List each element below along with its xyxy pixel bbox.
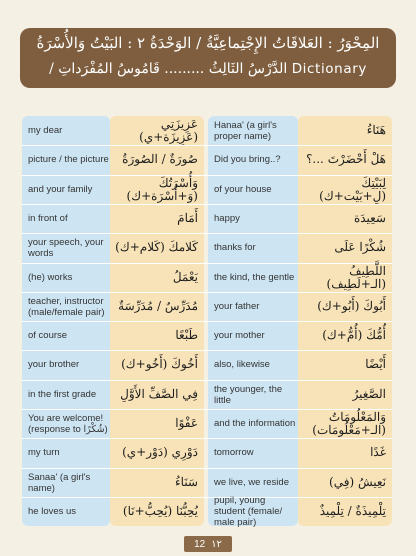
arabic-word-1: يَعْمَلُ [172, 270, 198, 284]
english-meaning-2: and the information [214, 418, 296, 429]
english-meaning-1: your brother [28, 359, 80, 370]
table-row [22, 350, 392, 379]
english-meaning-2: we live, we reside [214, 477, 289, 488]
arabic-word-1: فِي الصَّفِّ الأَوَّلِ [120, 387, 198, 401]
arabic-word-2: شُكْرًا عَلَى [334, 240, 386, 254]
english-meaning-2: your father [214, 301, 260, 312]
arabic-word-1: دَوْرِي (دَوْر+ي) [122, 445, 198, 459]
english-meaning-2: the kind, the gentle [214, 272, 295, 283]
english-meaning-1: in front of [28, 213, 68, 224]
table-row [22, 292, 392, 321]
page-number [184, 536, 232, 552]
header-subtitle-arabic: الدَّرْسُ الثَالِثُ ......... قَامُوسُ المُفْرَداتِ / [49, 61, 288, 77]
english-meaning-1: (he) works [28, 272, 73, 283]
arabic-word-1: أَخُوكَ (أَخُو+ك) [121, 357, 198, 371]
english-meaning-1: my dear [28, 125, 63, 136]
arabic-word-1: طَبْعًا [175, 328, 198, 342]
english-meaning-1: Sanaa' (a girl's name) [28, 471, 91, 494]
arabic-word-1: سَنَاءُ [175, 475, 198, 489]
lesson-header [20, 28, 396, 88]
arabic-word-1: وَأُسْرَتُكَ (وَ+أُسْرَة+ك) [126, 175, 198, 203]
english-meaning-1: teacher, instructor (male/female pair) [28, 295, 105, 318]
arabic-word-2: نَعِيشُ (فِي) [329, 475, 386, 489]
page-number-arabic: ١٢ [211, 538, 222, 550]
english-meaning-1: my turn [28, 447, 60, 458]
table-row [22, 175, 392, 204]
table-row [22, 233, 392, 262]
arabic-word-2: وَالمَعْلُومَاتُ (الـ+مَعْلُومَات) [312, 409, 386, 437]
english-meaning-2: thanks for [214, 242, 256, 253]
arabic-word-2: أَبُوكَ (أَبُو+ك) [317, 299, 386, 313]
table-row [22, 204, 392, 233]
page-number-latin: 12 [194, 538, 206, 550]
english-meaning-2: the younger, the little [214, 383, 283, 406]
arabic-word-2: غَدًا [370, 445, 386, 459]
arabic-word-1: أَمَامَ [177, 211, 198, 225]
arabic-word-1: عَزِيزَتِي (عَزِيزَة+ي) [139, 116, 198, 144]
vocabulary-table [22, 116, 392, 526]
table-row [22, 263, 392, 292]
header-subtitle-english: Dictionary [291, 61, 367, 77]
english-meaning-2: happy [214, 213, 240, 224]
table-row [22, 409, 392, 438]
english-meaning-2: Hanaa' (a girl's proper name) [214, 119, 277, 142]
arabic-word-2: هَلْ أَحْضَرْتَ ...؟ [306, 152, 386, 166]
english-meaning-1: he loves us [28, 506, 77, 517]
arabic-word-2: هَنَاءُ [366, 123, 386, 137]
english-meaning-2: Did you bring..? [214, 154, 281, 165]
arabic-word-2: سَعِيدَة [353, 211, 386, 225]
arabic-word-2: أَيْضًا [365, 357, 386, 371]
arabic-word-2: أُمُّكَ (أُمُّ+ك) [322, 328, 386, 342]
table-row [22, 116, 392, 145]
arabic-word-2: الصَّغِيرُ [352, 387, 386, 401]
arabic-word-1: كَلامكَ (كَلام+ك) [115, 240, 198, 254]
table-row [22, 468, 392, 497]
english-meaning-1: your speech, your words [28, 236, 104, 259]
english-meaning-1: and your family [28, 184, 93, 195]
arabic-word-2: لِبَيْتِكَ (لِ+بَيْت+ك) [319, 175, 386, 203]
header-subtitle [20, 61, 396, 77]
english-meaning-2: of your house [214, 184, 272, 195]
table-row [22, 321, 392, 350]
arabic-word-2: اللَّطِيفُ (الـ+لَطِيف) [326, 263, 386, 291]
arabic-word-1: مُدَرِّسٌ / مُدَرِّسَةٌ [118, 299, 198, 313]
header-title: المِحْوَرُ : العَلاقَاتُ الإِجْتِماعِيَّةُ / الوَحْدَةُ ٢ : البَيْتُ وَالأُسْرَةُ [36, 34, 380, 52]
arabic-word-1: صُورَةٌ / الصُورَةُ [122, 152, 198, 166]
english-meaning-2: pupil, young student (female/ male pair) [214, 495, 283, 528]
english-meaning-1: You are welcome! (response to شُكْرًا) [28, 412, 108, 435]
english-meaning-2: tomorrow [214, 447, 254, 458]
arabic-word-1: عَفْوًا [175, 416, 198, 430]
table-row [22, 497, 392, 526]
english-meaning-2: your mother [214, 330, 265, 341]
table-row [22, 145, 392, 174]
english-meaning-1: picture / the picture [28, 154, 109, 165]
english-meaning-1: of course [28, 330, 68, 341]
table-row [22, 380, 392, 409]
arabic-word-2: تِلْمِيذَةٌ / تِلْمِيذٌ [319, 504, 386, 518]
table-row [22, 438, 392, 467]
arabic-word-1: يُحِبُّنَا (يُحِبُّ+نَا) [122, 504, 198, 518]
english-meaning-1: in the first grade [28, 389, 97, 400]
english-meaning-2: also, likewise [214, 359, 270, 370]
